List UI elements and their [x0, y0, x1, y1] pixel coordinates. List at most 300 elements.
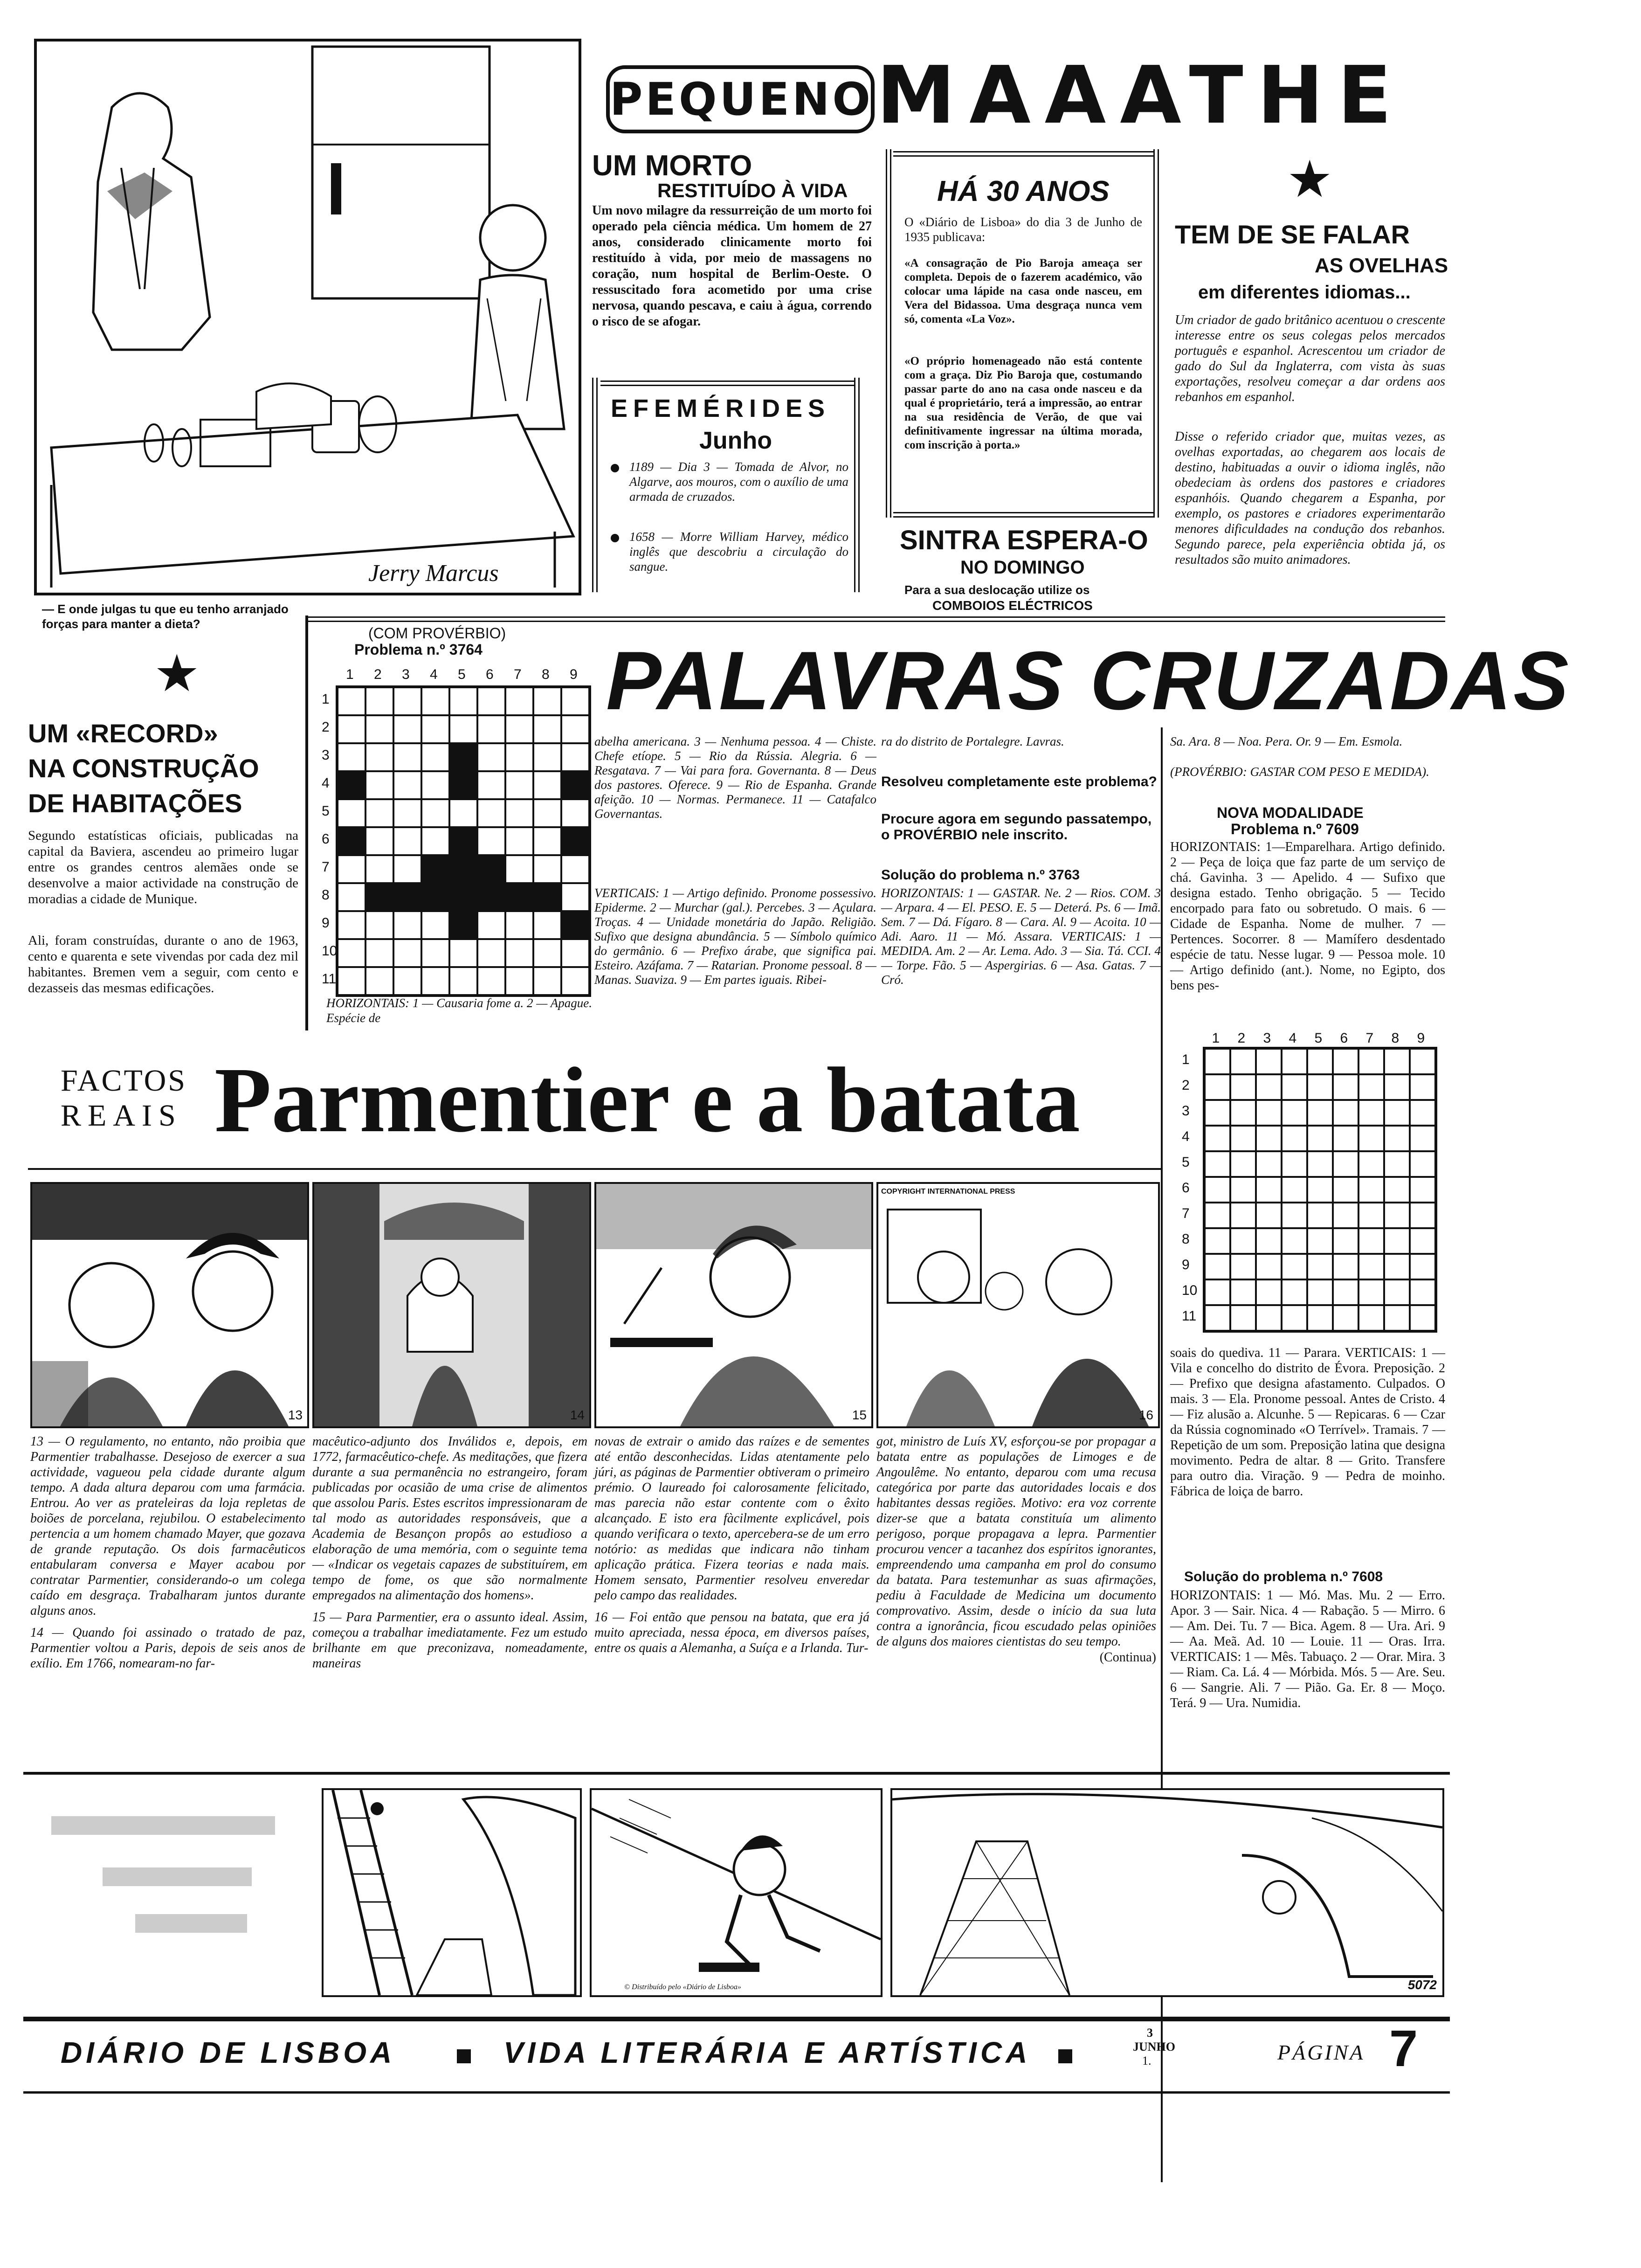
grid-cell [449, 771, 477, 799]
grid-cell [1410, 1279, 1435, 1305]
crossword-horizontais: HORIZONTAIS: 1 — Causaria fome a. 2 — Apague. Espécie de [326, 996, 592, 1025]
grid-cell [1358, 1151, 1384, 1177]
grid-cell [1282, 1074, 1307, 1100]
grid-cell [1384, 1254, 1410, 1279]
crossword-problem: Problema n.º 3764 [354, 641, 483, 658]
grid-cell [421, 687, 449, 715]
grid-row-number: 11 [1182, 1308, 1197, 1324]
footer-date-year: 1. [1142, 2054, 1151, 2067]
grid-column-number: 6 [486, 667, 494, 682]
grid-cell [1358, 1305, 1384, 1331]
grid-cell [1205, 1100, 1230, 1126]
panel-number: 14 [570, 1408, 585, 1422]
grid-cell [477, 911, 505, 939]
grid-cell [477, 883, 505, 911]
grid-cell [365, 771, 393, 799]
comic-panel-14 [312, 1182, 591, 1428]
grid-column-number: 7 [1365, 1030, 1374, 1046]
crossword-left-rule [305, 615, 308, 1030]
grid-cell [1256, 1177, 1282, 1203]
grid-column-number: 9 [1417, 1030, 1425, 1046]
grid-row-number: 9 [1182, 1257, 1190, 1272]
grid-cell [365, 743, 393, 771]
cartoon-signature: Jerry Marcus [368, 560, 499, 587]
top-cartoon [33, 37, 583, 597]
grid-cell [561, 827, 589, 855]
grid-row-number: 4 [322, 775, 330, 791]
grid-cell [1230, 1305, 1256, 1331]
grid-cell [1333, 1074, 1358, 1100]
grid-cell [1358, 1203, 1384, 1228]
footer-top-rule [23, 2017, 1450, 2021]
grid-cell [1307, 1100, 1333, 1126]
grid-cell [1230, 1151, 1256, 1177]
grid-cell [1410, 1228, 1435, 1254]
factos-paragraph-13: 13 — O regulamento, no entanto, não proibia que Parmentier trabalhasse. Desejoso de exercer a sua actividade, vagueou pela cidade durante algum tempo. A dada altura deparou com uma farmácia. Entrou. Ao ver as prateleiras da loja repletas de boiões de porcelana, rejubilou. O estabelecimento pertencia a um homem chamado Mayer, que gozava de grande reputação. Os dois farmacêuticos entabularam conversa e Mayer acabou por contratar Parmentier, considerando-o um colega caído em desgraça. Trabalharam juntos durante alguns anos. [30, 1434, 305, 1618]
grid-row-number: 5 [322, 803, 330, 819]
grid-cell [1410, 1203, 1435, 1228]
grid-cell [393, 715, 421, 743]
grid-cell [365, 855, 393, 883]
grid-column-number: 8 [542, 667, 550, 682]
footer-bullet-icon [457, 2049, 471, 2063]
grid-row-number: 8 [322, 887, 330, 903]
grid-cell [1205, 1305, 1230, 1331]
crossword-clues-col3a: ra do distrito de Portalegre. Lavras. [881, 734, 1064, 748]
grid-cell [449, 799, 477, 827]
star-icon: ★ [1287, 151, 1333, 208]
grid-cell [1282, 1177, 1307, 1203]
crossword-resolveu: Resolveu completamente este problema? [881, 774, 1157, 789]
footer-section-name: VIDA LITERÁRIA E ARTÍSTICA [503, 2036, 1031, 2069]
grid-cell [1410, 1151, 1435, 1177]
grid-cell [393, 687, 421, 715]
grid-cell [533, 855, 561, 883]
crossword-grid [336, 685, 591, 997]
grid-cell [1384, 1049, 1410, 1074]
grid-cell [449, 883, 477, 911]
grid-cell [1384, 1177, 1410, 1203]
grid-cell [1410, 1305, 1435, 1331]
star-icon: ★ [154, 645, 200, 702]
grid-cell [1384, 1074, 1410, 1100]
grid-cell [365, 687, 393, 715]
grid-cell [1333, 1126, 1358, 1151]
grid-cell [1333, 1151, 1358, 1177]
crossword-clues-col4a: Sa. Ara. 8 — Noa. Pera. Or. 9 — Em. Esmola. [1170, 734, 1403, 748]
grid-cell [561, 855, 589, 883]
nova-column-numbers [1203, 1030, 1434, 1049]
grid-cell [421, 743, 449, 771]
banner-word: MAAATHE [876, 49, 1406, 142]
grid-cell [477, 939, 505, 967]
grid-cell [1230, 1100, 1256, 1126]
grid-cell [561, 771, 589, 799]
comic-panel-15 [594, 1182, 873, 1428]
morto-text: Um novo milagre da ressurreição de um morto foi operado pela ciência médica. Um homem de 27 anos, considerado clinicamente morto foi restituído à vida, por meio de massagens no coração, num hospital de Berlim-Oeste. O ressuscitado fora acometido por uma crise nervosa, quando pescava, e caiu à água, correndo o risco de se afogar. [592, 203, 872, 329]
grid-cell [477, 967, 505, 995]
grid-cell [365, 939, 393, 967]
grid-column-number: 5 [458, 667, 466, 682]
grid-cell [533, 939, 561, 967]
grid-cell [477, 743, 505, 771]
grid-cell [1256, 1126, 1282, 1151]
grid-column-number: 6 [1340, 1030, 1348, 1046]
grid-cell [1282, 1203, 1307, 1228]
nova-row-numbers [1182, 1047, 1200, 1329]
grid-cell [421, 883, 449, 911]
strip-panel-1 [33, 1788, 312, 1993]
factos-paragraph-15: 15 — Para Parmentier, era o assunto ideal. Assim, começou a trabalhar imediatamente. Fez um estudo brilhante em que preconizava, nomeadamente, maneiras [312, 1610, 587, 1671]
grid-cell [421, 967, 449, 995]
grid-column-number: 9 [570, 667, 578, 682]
grid-cell [1358, 1177, 1384, 1203]
grid-cell [365, 967, 393, 995]
grid-cell [1333, 1279, 1358, 1305]
grid-row-number: 6 [322, 831, 330, 847]
grid-cell [1307, 1126, 1333, 1151]
grid-cell [338, 799, 365, 827]
grid-cell [1230, 1074, 1256, 1100]
efemerides-month: Junho [699, 427, 772, 454]
grid-cell [505, 687, 533, 715]
grid-cell [338, 743, 365, 771]
strip-panel-2 [322, 1788, 582, 1997]
comic-panel-16 [876, 1182, 1160, 1428]
grid-cell [505, 743, 533, 771]
grid-cell [393, 743, 421, 771]
grid-cell [477, 715, 505, 743]
grid-cell [1282, 1305, 1307, 1331]
grid-cell [449, 715, 477, 743]
grid-cell [505, 771, 533, 799]
grid-cell [505, 855, 533, 883]
grid-cell [477, 687, 505, 715]
grid-cell [365, 911, 393, 939]
grid-row-number: 2 [1182, 1077, 1190, 1093]
sintra-title: SINTRA ESPERA-O [900, 525, 1148, 555]
grid-cell [1358, 1100, 1384, 1126]
grid-cell [1384, 1151, 1410, 1177]
grid-cell [338, 939, 365, 967]
panel-copyright: COPYRIGHT INTERNATIONAL PRESS [881, 1188, 1015, 1196]
grid-column-number: 4 [430, 667, 438, 682]
grid-cell [1333, 1305, 1358, 1331]
crossword-row-numbers [322, 685, 336, 993]
grid-cell [533, 743, 561, 771]
grid-cell [1384, 1203, 1410, 1228]
grid-cell [1384, 1279, 1410, 1305]
grid-column-number: 4 [1289, 1030, 1297, 1046]
grid-cell [1282, 1151, 1307, 1177]
grid-cell [505, 967, 533, 995]
grid-cell [1256, 1074, 1282, 1100]
morto-title-2: RESTITUÍDO À VIDA [657, 180, 848, 201]
ovelhas-text-2: Disse o referido criador que, muitas vezes, as ovelhas exportadas, ao chegarem aos locais de destino, habituadas a ouvir o idioma inglês, não obedeciam às ordens dos pastores e criadores espanhóis. Quando chegarem a Espanha, por exemplo, os pastores e criadores experimentarão menores dificuldades na condução dos rebanhos. Segundo parece, pela experiência obtida já, os resultados são muito animadores. [1175, 429, 1445, 567]
grid-cell [449, 687, 477, 715]
grid-cell [1384, 1100, 1410, 1126]
grid-cell [1358, 1279, 1384, 1305]
grid-cell [365, 883, 393, 911]
footer-bullet-icon [1058, 2049, 1072, 2063]
grid-column-number: 8 [1391, 1030, 1400, 1046]
sintra-line-2: COMBOIOS ELÉCTRICOS [932, 598, 1093, 613]
grid-cell [1282, 1254, 1307, 1279]
cartoon-caption: — E onde julgas tu que eu tenho arranjado forças para manter a dieta? [42, 602, 289, 631]
grid-column-number: 3 [1263, 1030, 1271, 1046]
trinta-anos-box [886, 149, 1161, 518]
grid-cell [533, 883, 561, 911]
footer-bottom-rule [23, 2091, 1450, 2094]
grid-row-number: 9 [322, 915, 330, 931]
grid-column-number: 2 [374, 667, 382, 682]
strip-top-rule [23, 1772, 1450, 1775]
grid-cell [1205, 1177, 1230, 1203]
footer-page-number: 7 [1389, 2020, 1418, 2077]
grid-cell [533, 799, 561, 827]
efemerides-box [592, 378, 862, 592]
grid-row-number: 2 [322, 719, 330, 735]
grid-cell [533, 967, 561, 995]
grid-cell [449, 967, 477, 995]
grid-cell [1205, 1151, 1230, 1177]
grid-cell [421, 715, 449, 743]
grid-cell [338, 715, 365, 743]
crossword-solution-text: HORIZONTAIS: 1 — GASTAR. Ne. 2 — Rios. COM. 3 — Arpara. 4 — El. PESO. E. 5 — Deterá. Ps. 6 — Imã. Sem. 7 — Dá. Fígaro. 8 — Cara. Al. 9 — Acoita. 10 — Adi. Aaro. 11 — Mó. Assara. VERTICAIS: 1 — MEDIDA. Am. 2 — Ar. Lema. Ado. 3 — Sia. Tá. CCI. 4 — Torpe. Fão. 5 — Aspergirias. 6 — Asa. Gatas. 7 — Cró. [881, 886, 1161, 987]
cartoon-diet-drawing [33, 37, 583, 597]
grid-cell [1333, 1049, 1358, 1074]
grid-cell [393, 911, 421, 939]
grid-cell [477, 855, 505, 883]
grid-cell [1307, 1049, 1333, 1074]
factos-paragraph-14: 14 — Quando foi assinado o tratado de paz, Parmentier voltou a Paris, depois de seis anos de exílio. Em 1766, nomearam-no far- [30, 1625, 305, 1671]
grid-cell [1333, 1228, 1358, 1254]
grid-cell [1230, 1177, 1256, 1203]
trinta-anos-title: HÁ 30 ANOS [937, 175, 1110, 207]
grid-cell [449, 827, 477, 855]
factos-label-2: REAIS [61, 1099, 182, 1133]
grid-cell [449, 743, 477, 771]
grid-row-number: 3 [322, 747, 330, 763]
nova-title: NOVA MODALIDADE [1217, 804, 1364, 821]
grid-cell [393, 771, 421, 799]
ovelhas-title-1: TEM DE SE FALAR [1175, 220, 1410, 249]
grid-cell [561, 883, 589, 911]
efemerides-item: 1189 — Dia 3 — Tomada de Alvor, no Algarve, aos mouros, com o auxílio de uma armada de cruzados. [611, 459, 848, 504]
morto-title-1: UM MORTO [592, 150, 752, 182]
grid-cell [1205, 1228, 1230, 1254]
grid-column-number: 5 [1314, 1030, 1323, 1046]
pequeno-label: PEQUENO [606, 65, 875, 133]
grid-cell [533, 771, 561, 799]
ovelhas-title-2: AS OVELHAS [1315, 254, 1448, 277]
grid-cell [1358, 1254, 1384, 1279]
grid-cell [1384, 1228, 1410, 1254]
grid-cell [1333, 1254, 1358, 1279]
grid-cell [393, 939, 421, 967]
factos-col1 [30, 1434, 305, 1671]
factos-continua: (Continua) [1099, 1650, 1156, 1665]
grid-cell [1307, 1254, 1333, 1279]
grid-cell [393, 967, 421, 995]
trinta-anos-text-2: «O próprio homenageado não está contente com a graça. Diz Pio Baroja que, costumando passar parte do ano na casa onde nasceu e da qual é proprietário, terá a impressão, ao entrar na sua residência de Verão, de que vai definitivamente ingressar na última morada, com inscrição à porta.» [904, 355, 1142, 451]
factos-col4: got, ministro de Luís XV, esforçou-se por propagar a batata entre as populações de Limoges e de Angoulême. No entanto, deparou com uma recusa categórica por parte das autoridades locais e dos habitantes dessas regiões. Motivo: era voz corrente dizer-se que a batata constituía um alimento perigoso, porque propagava a lepra. Parmentier procurou vencer a tacanhez dos espíritos ignorantes, empreendendo uma campanha em prol do consumo da batata. Para testemunhar as suas afirmações, pediu à Faculdade de Medicina um documento comprovativo. Assim, desde o início da sua luta contra a ignorância, ficou escudado pelas opiniões de alguns dos maiores cientistas do seu tempo. (Continua) [876, 1434, 1156, 1665]
grid-cell [1307, 1279, 1333, 1305]
trinta-anos-intro: O «Diário de Lisboa» do dia 3 de Junho de 1935 publicava: [904, 215, 1142, 244]
grid-cell [505, 799, 533, 827]
grid-cell [1410, 1254, 1435, 1279]
grid-cell [533, 687, 561, 715]
grid-cell [1307, 1074, 1333, 1100]
grid-column-number: 3 [402, 667, 410, 682]
grid-cell [561, 911, 589, 939]
crossword-clues-col2b: VERTICAIS: 1 — Artigo definido. Pronome possessivo. Epiderme. 2 — Murchar (gal.). Percebes. 3 — Açulara. Troças. 4 — Unidade monetária do Japão. Religião. Sufixo que designa abundância. 5 — Símbolo químico do germânio. 6 — Prefixo árabe, que significa pai. Esteiro. Azáfama. 7 — Ratarian. Pronome pessoal. 8 — Manas. Suaviza. 9 — Em partes iguais. Ribei- [594, 886, 876, 987]
grid-cell [421, 855, 449, 883]
grid-cell [1307, 1228, 1333, 1254]
ovelhas-title-3: em diferentes idiomas... [1198, 282, 1411, 303]
grid-cell [393, 883, 421, 911]
grid-cell [1410, 1177, 1435, 1203]
strip-credit: © Distribuído pelo «Diário de Lisboa» [624, 1983, 741, 1991]
grid-cell [1256, 1203, 1282, 1228]
grid-cell [449, 855, 477, 883]
record-title-2: NA CONSTRUÇÃO [28, 754, 259, 783]
crossword-column-numbers [336, 667, 587, 685]
grid-cell [561, 743, 589, 771]
grid-cell [477, 771, 505, 799]
grid-row-number: 10 [1182, 1282, 1198, 1298]
sintra-line-1: Para a sua deslocação utilize os [904, 583, 1090, 597]
grid-cell [1205, 1279, 1230, 1305]
grid-cell [1256, 1049, 1282, 1074]
grid-row-number: 11 [322, 971, 337, 987]
grid-cell [338, 827, 365, 855]
crossword-clues-col2a: abelha americana. 3 — Nenhuma pessoa. 4 — Chiste. Chefe etíope. 5 — Rio da Rússia. Alegria. 6 — Resgatava. 7 — Vai para fora. Governanta. 8 — Deus dos pastores. Oferece. 9 — Rio de Espanha. Grande afeição. 10 — Normas. Permanece. 11 — Catafalco Governantas. [594, 734, 876, 821]
grid-cell [1358, 1126, 1384, 1151]
grid-cell [505, 827, 533, 855]
grid-row-number: 3 [1182, 1103, 1190, 1119]
grid-cell [1282, 1228, 1307, 1254]
panel-number: 16 [1138, 1408, 1153, 1422]
record-title-1: UM «RECORD» [28, 719, 218, 748]
grid-cell [338, 855, 365, 883]
record-text-2: Ali, foram construídas, durante o ano de 1963, cento e quarenta e sete vivendas por cada dez mil habitantes. Bremen vem a seguir, com cento e dezasseis das mesmas edificações. [28, 933, 298, 996]
grid-cell [561, 715, 589, 743]
nova-solution-title: Solução do problema n.º 7608 [1184, 1569, 1383, 1584]
grid-cell [1230, 1228, 1256, 1254]
footer-newspaper-name: DIÁRIO DE LISBOA [61, 2036, 396, 2069]
grid-cell [1230, 1126, 1256, 1151]
factos-col3: novas de extrair o amido das raízes e de sementes até então desconhecidas. Lidas atentamente pelo júri, as páginas de Parmentier obtiveram o primeiro prémio. O laureado foi calorosamente felicitado, mas parecia não estar contente com o êxito alcançado. E isto era fàcilmente explicável, pois quando verificara o texto, apercebera-se de um erro notório: as medidas que indicara não tinham aplicação prática. Fizera teorias e nada mais. Homem sensato, Parmentier resolveu enveredar pelo campo das realidades. 16 — Foi então que pensou na batata, que era já muito apreciada, nessa época, em diversos países, entre os quais a Alemanha, a Suíça e a Irlanda. Tur- [594, 1434, 869, 1655]
grid-cell [505, 939, 533, 967]
record-text-1: Segundo estatísticas oficiais, publicadas na capital da Baviera, ascendeu ao primeiro lugar entre os grandes centros alemães onde se desenvolve a maior actividade na construção de moradias a cidade de Munique. [28, 828, 298, 906]
grid-cell [1282, 1049, 1307, 1074]
grid-cell [421, 911, 449, 939]
nova-text: HORIZONTAIS: 1—Emparelhara. Artigo definido. 2 — Peça de loiça que faz parte de um serviço de chá. Gavinha. 3 — Apelido. 4 — Sufixo que designa estado. Tenho obrigação. 5 — Tecido encorpado para fato ou sobretudo. O mais. 6 — Cidade de Espanha. Nome de mulher. 7 — Pertences. Socorrer. 8 — Mamífero desdentado espécie de tatu. Nesse lugar. 9 — Pessoa mole. 10 — Artigo definido (ant.). Nome, no Egipto, dos bens pes- [1170, 840, 1445, 993]
grid-cell [449, 911, 477, 939]
grid-cell [1307, 1203, 1333, 1228]
trinta-anos-text-1: «A consagração de Pio Baroja ameaça ser completa. Depois de o fazerem académico, vão colocar uma lápide na casa onde nasceu, em Vera del Bidassoa. Uma desgraça nunca vem só, comenta «La Voz». [904, 257, 1142, 325]
grid-cell [1230, 1049, 1256, 1074]
grid-cell [338, 911, 365, 939]
grid-column-number: 1 [1212, 1030, 1220, 1046]
grid-cell [533, 715, 561, 743]
grid-cell [393, 827, 421, 855]
grid-cell [1256, 1279, 1282, 1305]
grid-cell [1410, 1074, 1435, 1100]
factos-paragraph-16: 16 — Foi então que pensou na batata, que era já muito apreciada, nessa época, em diversos países, entre os quais a Alemanha, a Suíça e a Irlanda. Tur- [594, 1610, 869, 1655]
grid-cell [505, 715, 533, 743]
grid-cell [338, 883, 365, 911]
crossword-solution-title: Solução do problema n.º 3763 [881, 867, 1080, 883]
ovelhas-text-1: Um criador de gado britânico acentuou o crescente interesse entre os seus colegas pelos mercados português e espanhol. Acrescentou um criador de gado do Sul da Inglaterra, com vista às suas exportações, resolveu começar a dar ordens aos rebanhos em espanhol. [1175, 313, 1445, 404]
grid-cell [1307, 1305, 1333, 1331]
grid-row-number: 7 [1182, 1205, 1190, 1221]
grid-cell [365, 827, 393, 855]
grid-cell [1282, 1279, 1307, 1305]
grid-cell [1307, 1151, 1333, 1177]
grid-cell [477, 799, 505, 827]
crossword-procure: Procure agora em segundo passatempo, o PROVÉRBIO nele inscrito. [881, 811, 1152, 843]
grid-cell [421, 827, 449, 855]
nova-solution-text: HORIZONTAIS: 1 — Mó. Mas. Mu. 2 — Erro. Apor. 3 — Sair. Nica. 4 — Rabação. 5 — Mirro. 6 — Am. Dei. Tu. 7 — Bica. Agem. 8 — Ura. Ari. 9 — Aa. Meã. Ad. 10 — Louie. 11 — Oras. Irra. VERTICAIS: 1 — Mês. Tabuaço. 2 — Orar. Mira. 3 — Riam. Ca. Lá. 4 — Mórbida. Mós. 5 — Are. Seu. 6 — Sangrie. Ali. 7 — Pião. Ga. Er. 8 — Moço. Terá. 9 — Ura. Numidia. [1170, 1588, 1445, 1710]
grid-row-number: 7 [322, 859, 330, 875]
grid-column-number: 2 [1237, 1030, 1246, 1046]
sintra-subtitle: NO DOMINGO [960, 557, 1085, 578]
grid-cell [561, 967, 589, 995]
factos-title: Parmentier e a batata [214, 1049, 1080, 1152]
grid-cell [1410, 1126, 1435, 1151]
grid-cell [1333, 1177, 1358, 1203]
grid-cell [1230, 1279, 1256, 1305]
grid-cell [1282, 1100, 1307, 1126]
grid-cell [338, 771, 365, 799]
grid-cell [1333, 1100, 1358, 1126]
comic-panel-13 [30, 1182, 309, 1428]
record-title-3: DE HABITAÇÕES [28, 788, 242, 818]
crossword-tag: (COM PROVÉRBIO) [368, 625, 506, 642]
footer-date-day: 3 [1147, 2026, 1153, 2040]
factos-col2: macêutico-adjunto dos Inválidos e, depois, em 1772, farmacêutico-chefe. As meditações, que fizera durante a sua permanência no estrangeiro, foram publicadas por ocasião de uma crise de alimentos que assolou Paris. Estes escritos impressionaram de tal modo as autoridades responsáveis, que a Academia de Besançon propôs ao estudioso a elaboração de uma memória, com o seguinte tema — «Indicar os vegetais capazes de substituírem, em tempo de fome, os que são normalmente empregados na alimentação dos homens». 15 — Para Parmentier, era o assunto ideal. Assim, começou a trabalhar imediatamente. Fez um estudo brilhante em que preconizava, nomeadamente, maneiras [312, 1434, 587, 1671]
footer-date-month: JUNHO [1133, 2040, 1175, 2054]
grid-cell [1256, 1254, 1282, 1279]
grid-cell [1410, 1049, 1435, 1074]
grid-cell [1256, 1100, 1282, 1126]
grid-row-number: 1 [1182, 1051, 1190, 1067]
grid-column-number: 7 [514, 667, 522, 682]
grid-cell [1230, 1203, 1256, 1228]
grid-cell [393, 799, 421, 827]
grid-row-number: 8 [1182, 1231, 1190, 1247]
grid-cell [1384, 1305, 1410, 1331]
grid-cell [1384, 1126, 1410, 1151]
nova-text-2: soais do quediva. 11 — Parara. VERTICAIS: 1 — Vila e concelho do distrito de Évora. Preposição. 2 — Prefixo que designa afastamento. Culpados. O mais. 3 — Ela. Pronome pessoal. Antes de Cristo. 4 — Fiz alusão a. Alcunhe. 5 — Repicaras. 6 — Czar da Rússia cognominado «O Terrível». Tramais. 7 — Repetição de um som. Preposição latina que designa movimento. Pedra de altar. 8 — Grito. Transfere para outro dia. Viração. 9 — Pedra de moinho. Fábrica de loiça de barro. [1170, 1346, 1445, 1499]
grid-cell [1256, 1151, 1282, 1177]
strip-panel-3 [590, 1788, 883, 1997]
grid-cell [1358, 1049, 1384, 1074]
grid-cell [1230, 1254, 1256, 1279]
grid-cell [338, 967, 365, 995]
grid-cell [421, 799, 449, 827]
strip-panel-4 [890, 1788, 1444, 1997]
grid-cell [561, 939, 589, 967]
grid-row-number: 4 [1182, 1128, 1190, 1144]
grid-cell [338, 687, 365, 715]
grid-cell [1256, 1228, 1282, 1254]
grid-cell [1358, 1074, 1384, 1100]
grid-cell [533, 911, 561, 939]
grid-cell [1410, 1100, 1435, 1126]
